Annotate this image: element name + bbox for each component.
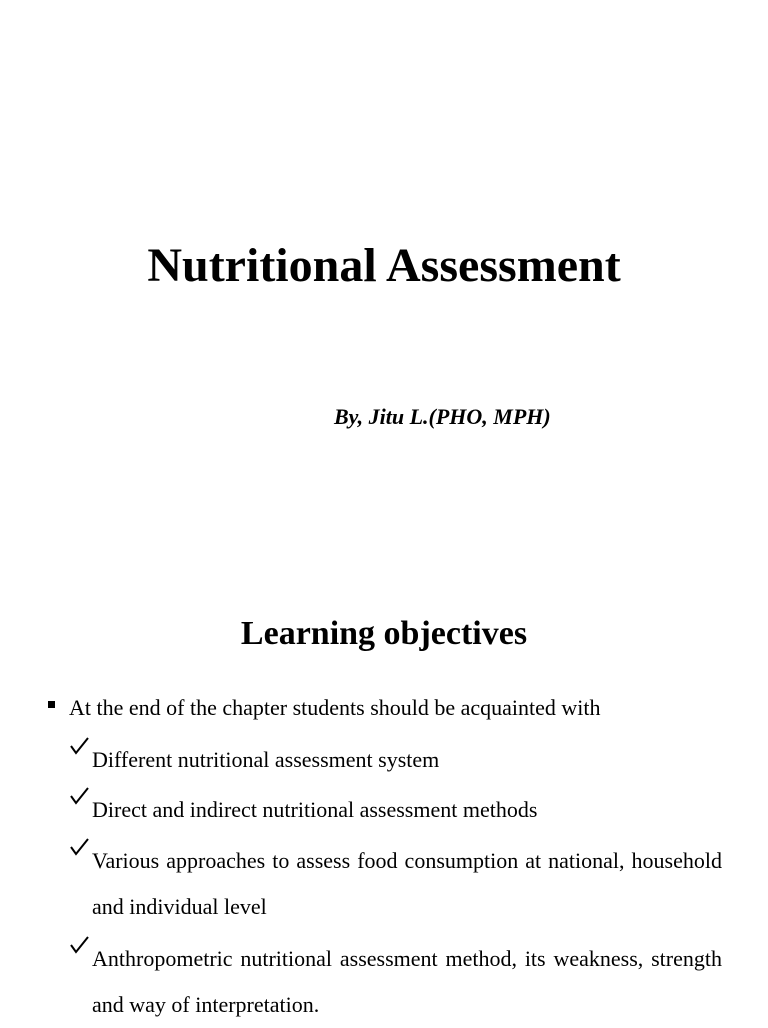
objective-text: Different nutritional assessment system — [92, 747, 440, 772]
objective-item — [68, 936, 722, 1028]
objective-item — [68, 838, 722, 930]
objective-item — [68, 737, 722, 783]
author-byline: By, Jitu L.(PHO, MPH) — [334, 404, 551, 429]
page-title: Nutritional Assessment — [147, 239, 621, 292]
objective-text: Direct and indirect nutritional assessment methods — [92, 797, 538, 822]
section-heading: Learning objectives — [240, 615, 528, 652]
objective-text: Anthropometric nutritional assessment method, its weakness, strength and way of interpretation. — [92, 946, 722, 1017]
checkmark-icon — [68, 735, 90, 757]
objective-item — [68, 787, 722, 833]
checkmark-icon — [68, 836, 90, 858]
checkmark-icon — [68, 785, 90, 807]
intro-text: At the end of the chapter students should be acquainted with — [69, 695, 601, 720]
square-bullet-icon — [48, 701, 55, 708]
checkmark-icon — [68, 934, 90, 956]
objective-text: Various approaches to assess food consumption at national, household and individual level — [92, 848, 722, 919]
